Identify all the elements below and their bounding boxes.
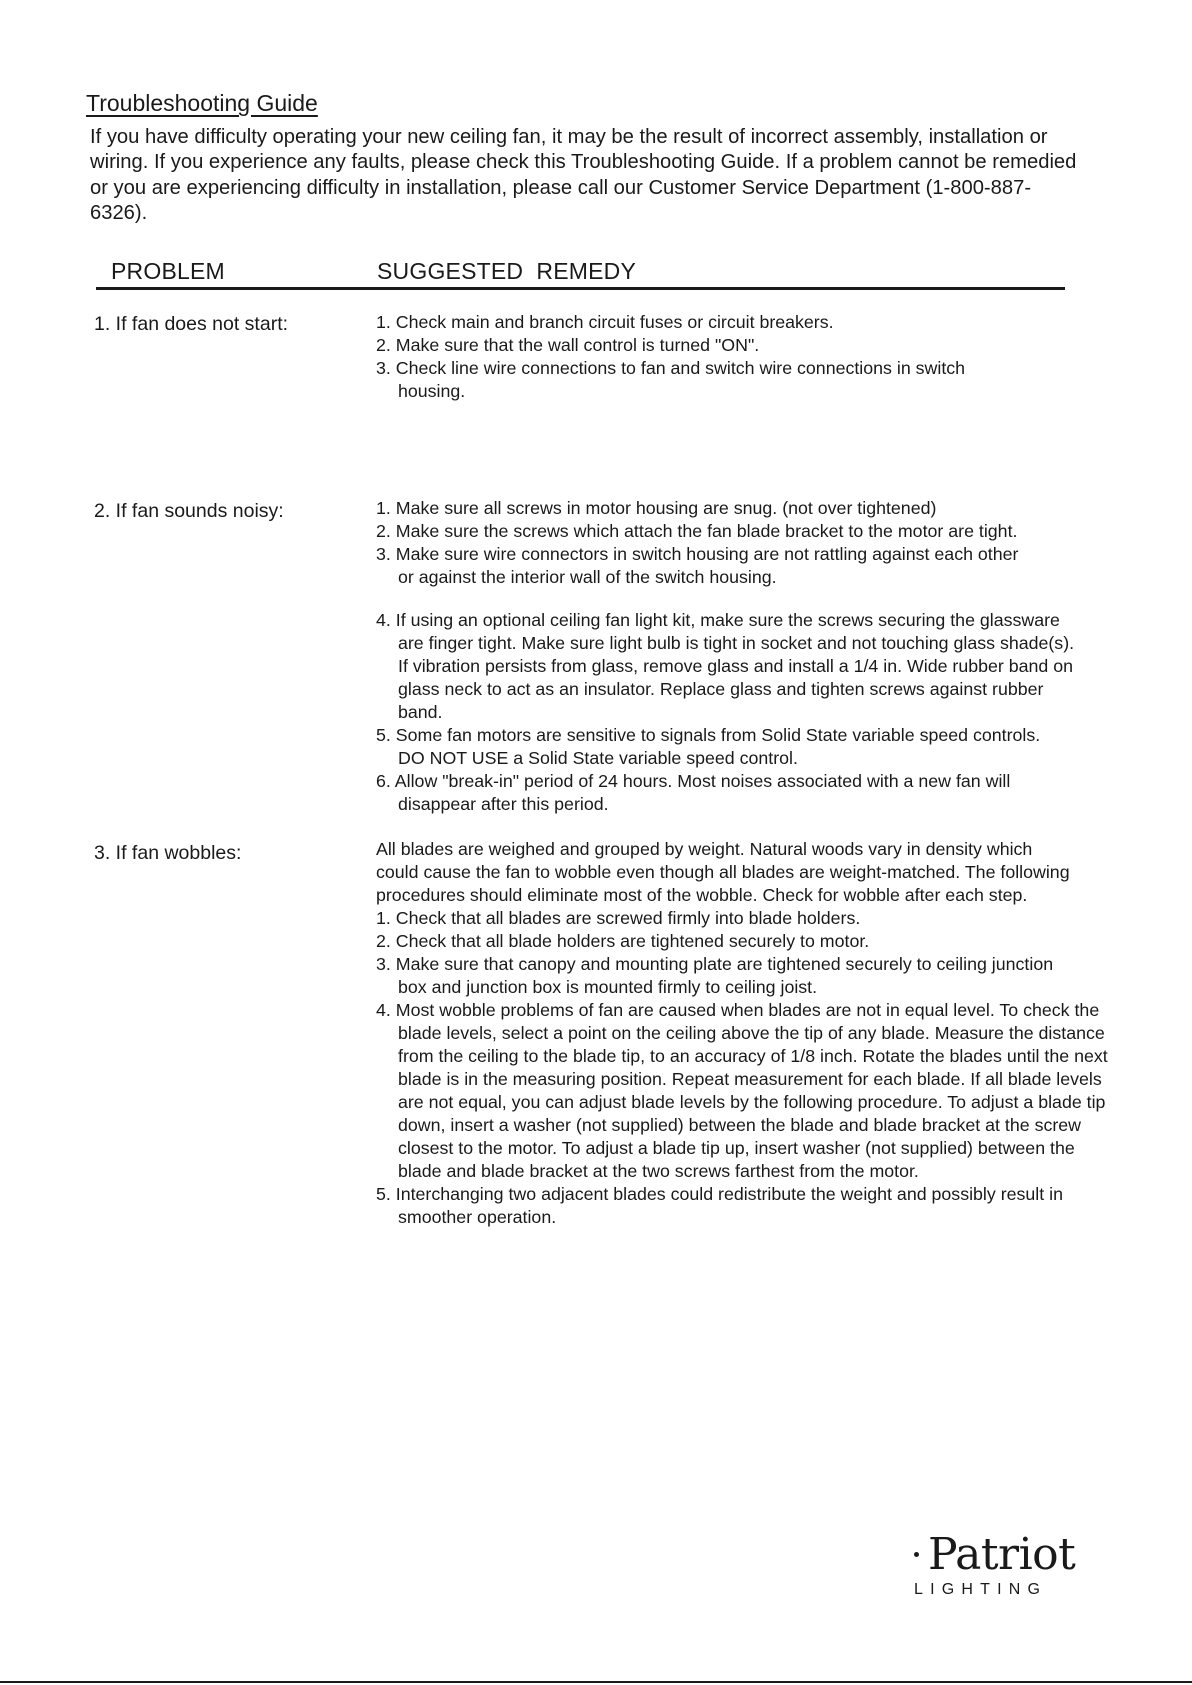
problem-column-header: PROBLEM	[111, 258, 225, 284]
remedy-list-wobbles	[376, 838, 1106, 1229]
remedy-item: 6. Allow "break-in" period of 24 hours. Most noises associated with a new fan will disappear after this period.	[376, 771, 1011, 814]
remedy-item: 1. Check main and branch circuit fuses or circuit breakers.	[376, 312, 834, 332]
logo-subtitle: LIGHTING	[914, 1581, 1048, 1598]
remedy-list-no-start	[376, 311, 1036, 403]
problem-label-no-start: 1. If fan does not start:	[94, 313, 289, 335]
page-title: Troubleshooting Guide	[86, 90, 318, 116]
remedy-list-noisy	[376, 497, 1076, 816]
problem-label-wobbles: 3. If fan wobbles:	[94, 842, 242, 864]
remedy-item: 2. Make sure that the wall control is turned "ON".	[376, 335, 760, 355]
wobble-preamble: All blades are weighed and grouped by weight. Natural woods vary in density which could cause the fan to wobble even though all blades are weight-matched. The following procedures should eliminate most of the wobble. Check for wobble after each step.	[376, 839, 1070, 905]
spacer	[376, 589, 1076, 609]
remedy-item: 1. Check that all blades are screwed firmly into blade holders.	[376, 908, 861, 928]
remedy-item: 5. Some fan motors are sensitive to signals from Solid State variable speed controls. DO NOT USE a Solid State variable speed control.	[376, 725, 1041, 768]
remedy-item: 2. Check that all blade holders are tightened securely to motor.	[376, 931, 870, 951]
patriot-lighting-logo	[912, 1530, 1082, 1600]
remedy-item: 5. Interchanging two adjacent blades could redistribute the weight and possibly result in smoother operation.	[376, 1184, 1063, 1227]
header-divider	[96, 287, 1065, 290]
remedy-column-header: SUGGESTED REMEDY	[377, 258, 636, 284]
remedy-item: 4. If using an optional ceiling fan light kit, make sure the screws securing the glassware are finger tight. Make sure light bulb is tight in socket and not touching glass shade(s). If vibration persists from glass, remove glass and install a 1/4 in. Wide rubber band on glass neck to act as an insulator. Replace glass and tighten screws against rubber band.	[376, 610, 1075, 722]
remedy-item: 3. Make sure that canopy and mounting plate are tightened securely to ceiling junction box and junction box is mounted firmly to ceiling joist.	[376, 954, 1054, 997]
problem-label-noisy: 2. If fan sounds noisy:	[94, 500, 284, 522]
remedy-item: 3. Make sure wire connectors in switch housing are not rattling against each other or against the interior wall of the switch housing.	[376, 544, 1019, 587]
remedy-item: 4. Most wobble problems of fan are caused when blades are not in equal level. To check the blade levels, select a point on the ceiling above the tip of any blade. Measure the distance from the ceiling to the blade tip, to an accuracy of 1/8 inch. Rotate the blades until the next blade is in the measuring position. Repeat measurement for each blade. If all blade levels are not equal, you can adjust blade levels by the following procedure. To adjust a blade tip down, insert a washer (not supplied) between the blade and blade bracket at the screw closest to the motor. To adjust a blade tip up, insert washer (not supplied) between the blade and blade bracket at the two screws farthest from the motor.	[376, 1000, 1108, 1181]
remedy-item: 3. Check line wire connections to fan and switch wire connections in switch housing.	[376, 358, 966, 401]
remedy-item: 1. Make sure all screws in motor housing are snug. (not over tightened)	[376, 498, 937, 518]
logo-wordmark: Patriot	[928, 1529, 1076, 1580]
intro-paragraph: If you have difficulty operating your new ceiling fan, it may be the result of incorrect assembly, installation or wiring. If you experience any faults, please check this Troubleshooting Guide. If a problem cannot be remedied or you are experiencing difficulty in installation, please call our Customer Service Department (1-800-887-6326).	[90, 126, 1077, 225]
page-bottom-edge	[0, 1681, 1192, 1683]
logo-dot	[914, 1552, 919, 1557]
remedy-item: 2. Make sure the screws which attach the fan blade bracket to the motor are tight.	[376, 521, 1018, 541]
